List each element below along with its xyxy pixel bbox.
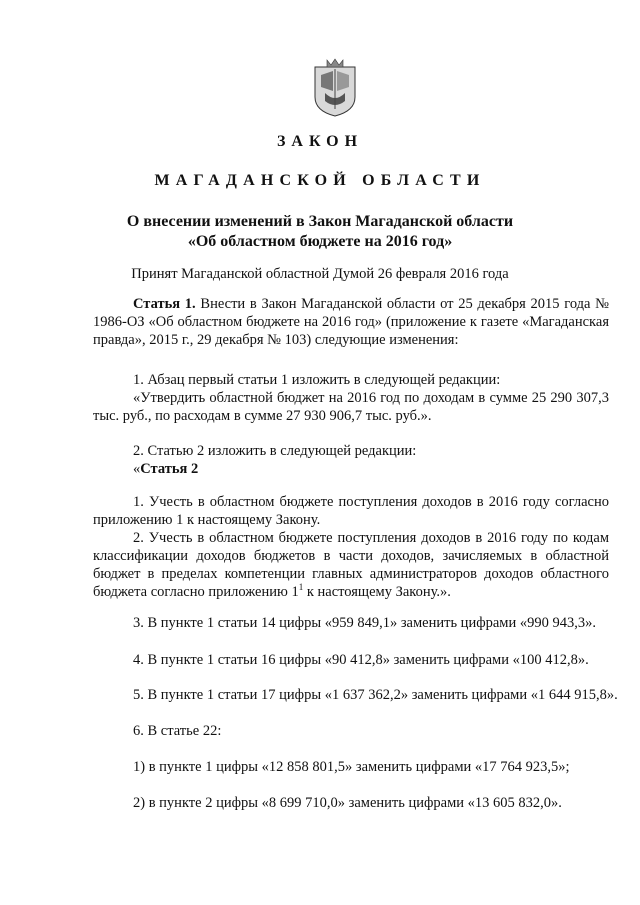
item-2-article-heading (133, 460, 640, 478)
region-heading: МАГАДАНСКОЙ ОБЛАСТИ (154, 172, 486, 189)
item-1-intro: 1. Абзац первый статьи 1 изложить в следующей редакции: (133, 372, 501, 388)
appendix-superscript: 1 (298, 582, 304, 593)
article-1-paragraph (93, 295, 609, 349)
item-6-subpoint-2: 2) в пункте 2 цифры «8 699 710,0» заменить цифрами «13 605 832,0». (133, 795, 562, 811)
item-4: 4. В пункте 1 статьи 16 цифры «90 412,8» заменить цифрами «100 412,8». (133, 652, 589, 668)
article-2-label: Статья 2 (140, 461, 199, 477)
point-2-ending: к настоящему Закону.». (303, 584, 451, 600)
article-2-point-1: 1. Учесть в областном бюджете поступления доходов в 2016 году согласно приложению 1 к настоящему Закону. (93, 494, 609, 528)
item-6-intro: 6. В статье 22: (133, 723, 222, 739)
law-subject-title (0, 212, 640, 252)
adoption-note: Принят Магаданской областной Думой 26 февраля 2016 года (131, 266, 509, 282)
article-1-text: Внести в Закон Магаданской области от 25 декабря 2015 года № 1986-ОЗ «Об областном бюджете на 2016 год» (приложение к газете «Магаданская правда», 2015 г., 29 декабря № 103) следующие изменения: (93, 296, 610, 348)
coat-of-arms-emblem (313, 57, 357, 117)
document-type-heading: ЗАКОН (276, 133, 364, 150)
item-3: 3. В пункте 1 статьи 14 цифры «959 849,1» заменить цифрами «990 943,3». (133, 615, 596, 631)
article-2-point-2 (93, 529, 609, 601)
article-1-label: Статья 1. (133, 296, 196, 312)
subject-line-1: О внесении изменений в Закон Магаданской области (126, 213, 514, 230)
point-2-text: 2. Учесть в областном бюджете поступления доходов в 2016 году по кодам классификации доходов бюджетов в части доходов, зачисляемых в областной бюджет в пределах компетенции главных администраторов доходов областного бюджета согласно приложению 1 (93, 530, 609, 600)
quote-open-mark: « (133, 461, 141, 477)
item-2-intro: 2. Статью 2 изложить в следующей редакции: (133, 443, 417, 459)
subject-line-2: «Об областном бюджете на 2016 год» (187, 233, 453, 250)
item-6-subpoint-1: 1) в пункте 1 цифры «12 858 801,5» заменить цифрами «17 764 923,5»; (133, 759, 570, 775)
item-5: 5. В пункте 1 статьи 17 цифры «1 637 362,2» заменить цифрами «1 644 915,8». (133, 687, 618, 703)
item-1-quote: «Утвердить областной бюджет на 2016 год по доходам в сумме 25 290 307,3 тыс. руб., по расходам в сумме 27 930 906,7 тыс. руб.». (93, 390, 609, 424)
